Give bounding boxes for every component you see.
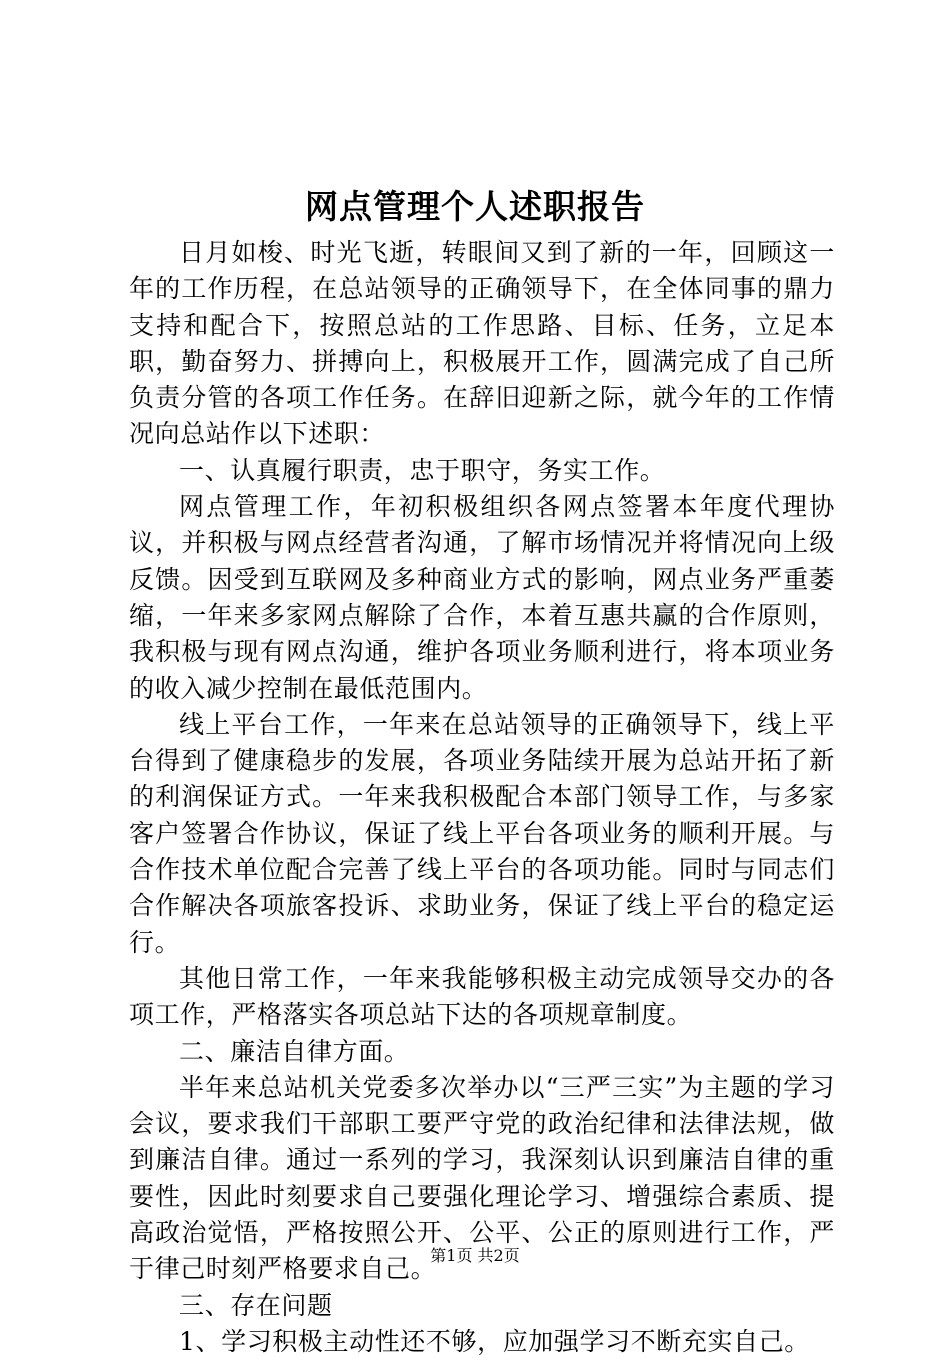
paragraph-outlet-management: 网点管理工作，年初积极组织各网点签署本年度代理协议，并积极与网点经营者沟通，了解市场情况并将情况向上级反馈。因受到互联网及多种商业方式的影响，网点业务严重萎缩，一年来多家网点解除了合作，本着互惠共赢的合作原则，我积极与现有网点沟通，维护各项业务顺利进行，将本项业务的收入减少控制在最低范围内。 xyxy=(129,492,835,703)
paragraph-integrity: 半年来总站机关党委多次举办以“三严三实”为主题的学习会议，要求我们干部职工要严守党的政治纪律和法律法规，做到廉洁自律。通过一系列的学习，我深刻认识到廉洁自律的重要性，因此时刻要求自己要强化理论学习、增强综合素质、提高政治觉悟，严格按照公开、公平、公正的原则进行工作，严于律己时刻严格要求自己。 xyxy=(129,1072,835,1284)
paragraph-intro: 日月如梭、时光飞逝，转眼间又到了新的一年，回顾这一年的工作历程，在总站领导的正确领导下，在全体同事的鼎力支持和配合下，按照总站的工作思路、目标、任务，立足本职，勤奋努力、拼搏向上，积极展开工作，圆满完成了自己所负责分管的各项工作任务。在辞旧迎新之际，就今年的工作情况向总站作以下述职： xyxy=(129,238,835,449)
paragraph-daily-work: 其他日常工作，一年来我能够积极主动完成领导交办的各项工作，严格落实各项总站下达的各项规章制度。 xyxy=(129,963,835,1030)
section-heading-2: 二、廉洁自律方面。 xyxy=(179,1036,410,1066)
paragraph-online-platform: 线上平台工作，一年来在总站领导的正确领导下，线上平台得到了健康稳步的发展，各项业务陆续开展为总站开拓了新的利润保证方式。一年来我积极配合本部门领导工作，与多家客户签署合作协议，保证了线上平台各项业务的顺利开展。与合作技术单位配合完善了线上平台的各项功能。同时与同志们合作解决各项旅客投诉、求助业务，保证了线上平台的稳定运行。 xyxy=(129,709,835,957)
paragraph-problem-1: 1、学习积极主动性还不够，应加强学习不断充实自己。 xyxy=(179,1326,810,1356)
document-body xyxy=(129,235,835,1360)
document-title: 网点管理个人述职报告 xyxy=(305,187,645,226)
page-footer: 第1页 共2页 xyxy=(430,1246,520,1265)
section-heading-3: 三、存在问题 xyxy=(179,1290,333,1320)
section-heading-1: 一、认真履行职责，忠于职守，务实工作。 xyxy=(179,455,666,485)
